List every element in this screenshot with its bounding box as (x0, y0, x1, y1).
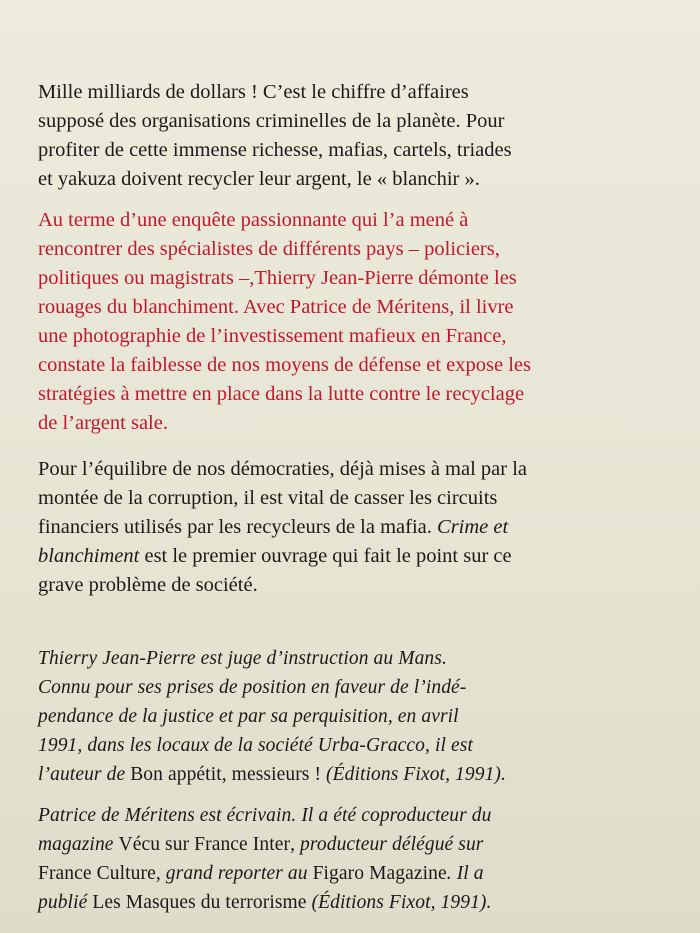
text-segment: magazine (38, 834, 114, 855)
text-line: grave problème de société. (38, 574, 258, 596)
conclusion-paragraph (38, 455, 654, 600)
text-segment: , producteur délégué sur (290, 834, 484, 855)
text-line: constate la faiblesse de nos moyens de défense et expose les (38, 354, 531, 376)
text-segment: est le premier ouvrage qui fait le point sur ce (144, 545, 512, 567)
text-line: Connu pour ses prises de position en faveur de l’indé- (38, 677, 467, 698)
book-title: Crime et (437, 516, 509, 538)
text-line (38, 888, 654, 917)
book-title: Les Masques du terrorisme (92, 892, 307, 913)
text-line: politiques ou magistrats –,Thierry Jean-Pierre démonte les (38, 267, 517, 289)
author-bio-patrice (38, 801, 654, 917)
intro-paragraph (38, 78, 654, 194)
text-segment: publié (38, 892, 88, 913)
text-line: stratégies à mettre en place dans la lutte contre le recyclage (38, 383, 525, 405)
text-line: profiter de cette immense richesse, mafias, cartels, triades (38, 139, 512, 161)
text-line: Mille milliards de dollars ! C’est le chiffre d’affaires (38, 81, 469, 103)
text-line: montée de la corruption, il est vital de casser les circuits (38, 487, 498, 509)
text-line: et yakuza doivent recycler leur argent, le « blanchir ». (38, 168, 480, 190)
text-line: supposé des organisations criminelles de la planète. Pour (38, 110, 505, 132)
text-segment: l’auteur de (38, 764, 126, 785)
show-title: Vécu sur France Inter (118, 834, 291, 855)
text-line: rouages du blanchiment. Avec Patrice de Méritens, il livre (38, 296, 514, 318)
text-line (38, 830, 654, 859)
text-segment: , grand reporter au (155, 863, 308, 884)
book-title: Bon appétit, messieurs ! (130, 764, 322, 785)
station-name: France Culture (38, 863, 156, 884)
text-line: pendance de la justice et par sa perquisition, en avril (38, 706, 459, 727)
text-segment: (Éditions Fixot, 1991). (311, 892, 492, 913)
text-segment: . Il a (446, 863, 484, 884)
text-line: Patrice de Méritens est écrivain. Il a été coproducteur du (38, 805, 492, 826)
text-line (38, 513, 654, 542)
text-segment: (Éditions Fixot, 1991). (326, 764, 506, 785)
text-line (38, 859, 654, 888)
text-line: une photographie de l’investissement mafieux en France, (38, 325, 507, 347)
highlight-paragraph (38, 206, 654, 438)
back-cover-text (38, 78, 654, 917)
text-line: Pour l’équilibre de nos démocraties, déjà mises à mal par la (38, 458, 527, 480)
text-line: 1991, dans les locaux de la société Urba-Gracco, il est (38, 735, 473, 756)
text-line (38, 760, 654, 789)
magazine-title: Figaro Magazine (312, 863, 447, 884)
text-line: Au terme d’une enquête passionnante qui l’a mené à (38, 209, 469, 231)
text-segment: financiers utilisés par les recycleurs de la mafia. (38, 516, 432, 538)
book-title: blanchiment (38, 545, 140, 567)
text-line: de l’argent sale. (38, 412, 168, 434)
text-line: rencontrer des spécialistes de différents pays – policiers, (38, 238, 500, 260)
text-line: Thierry Jean-Pierre est juge d’instruction au Mans. (38, 648, 447, 669)
author-bio-thierry (38, 644, 654, 789)
text-line (38, 542, 654, 571)
